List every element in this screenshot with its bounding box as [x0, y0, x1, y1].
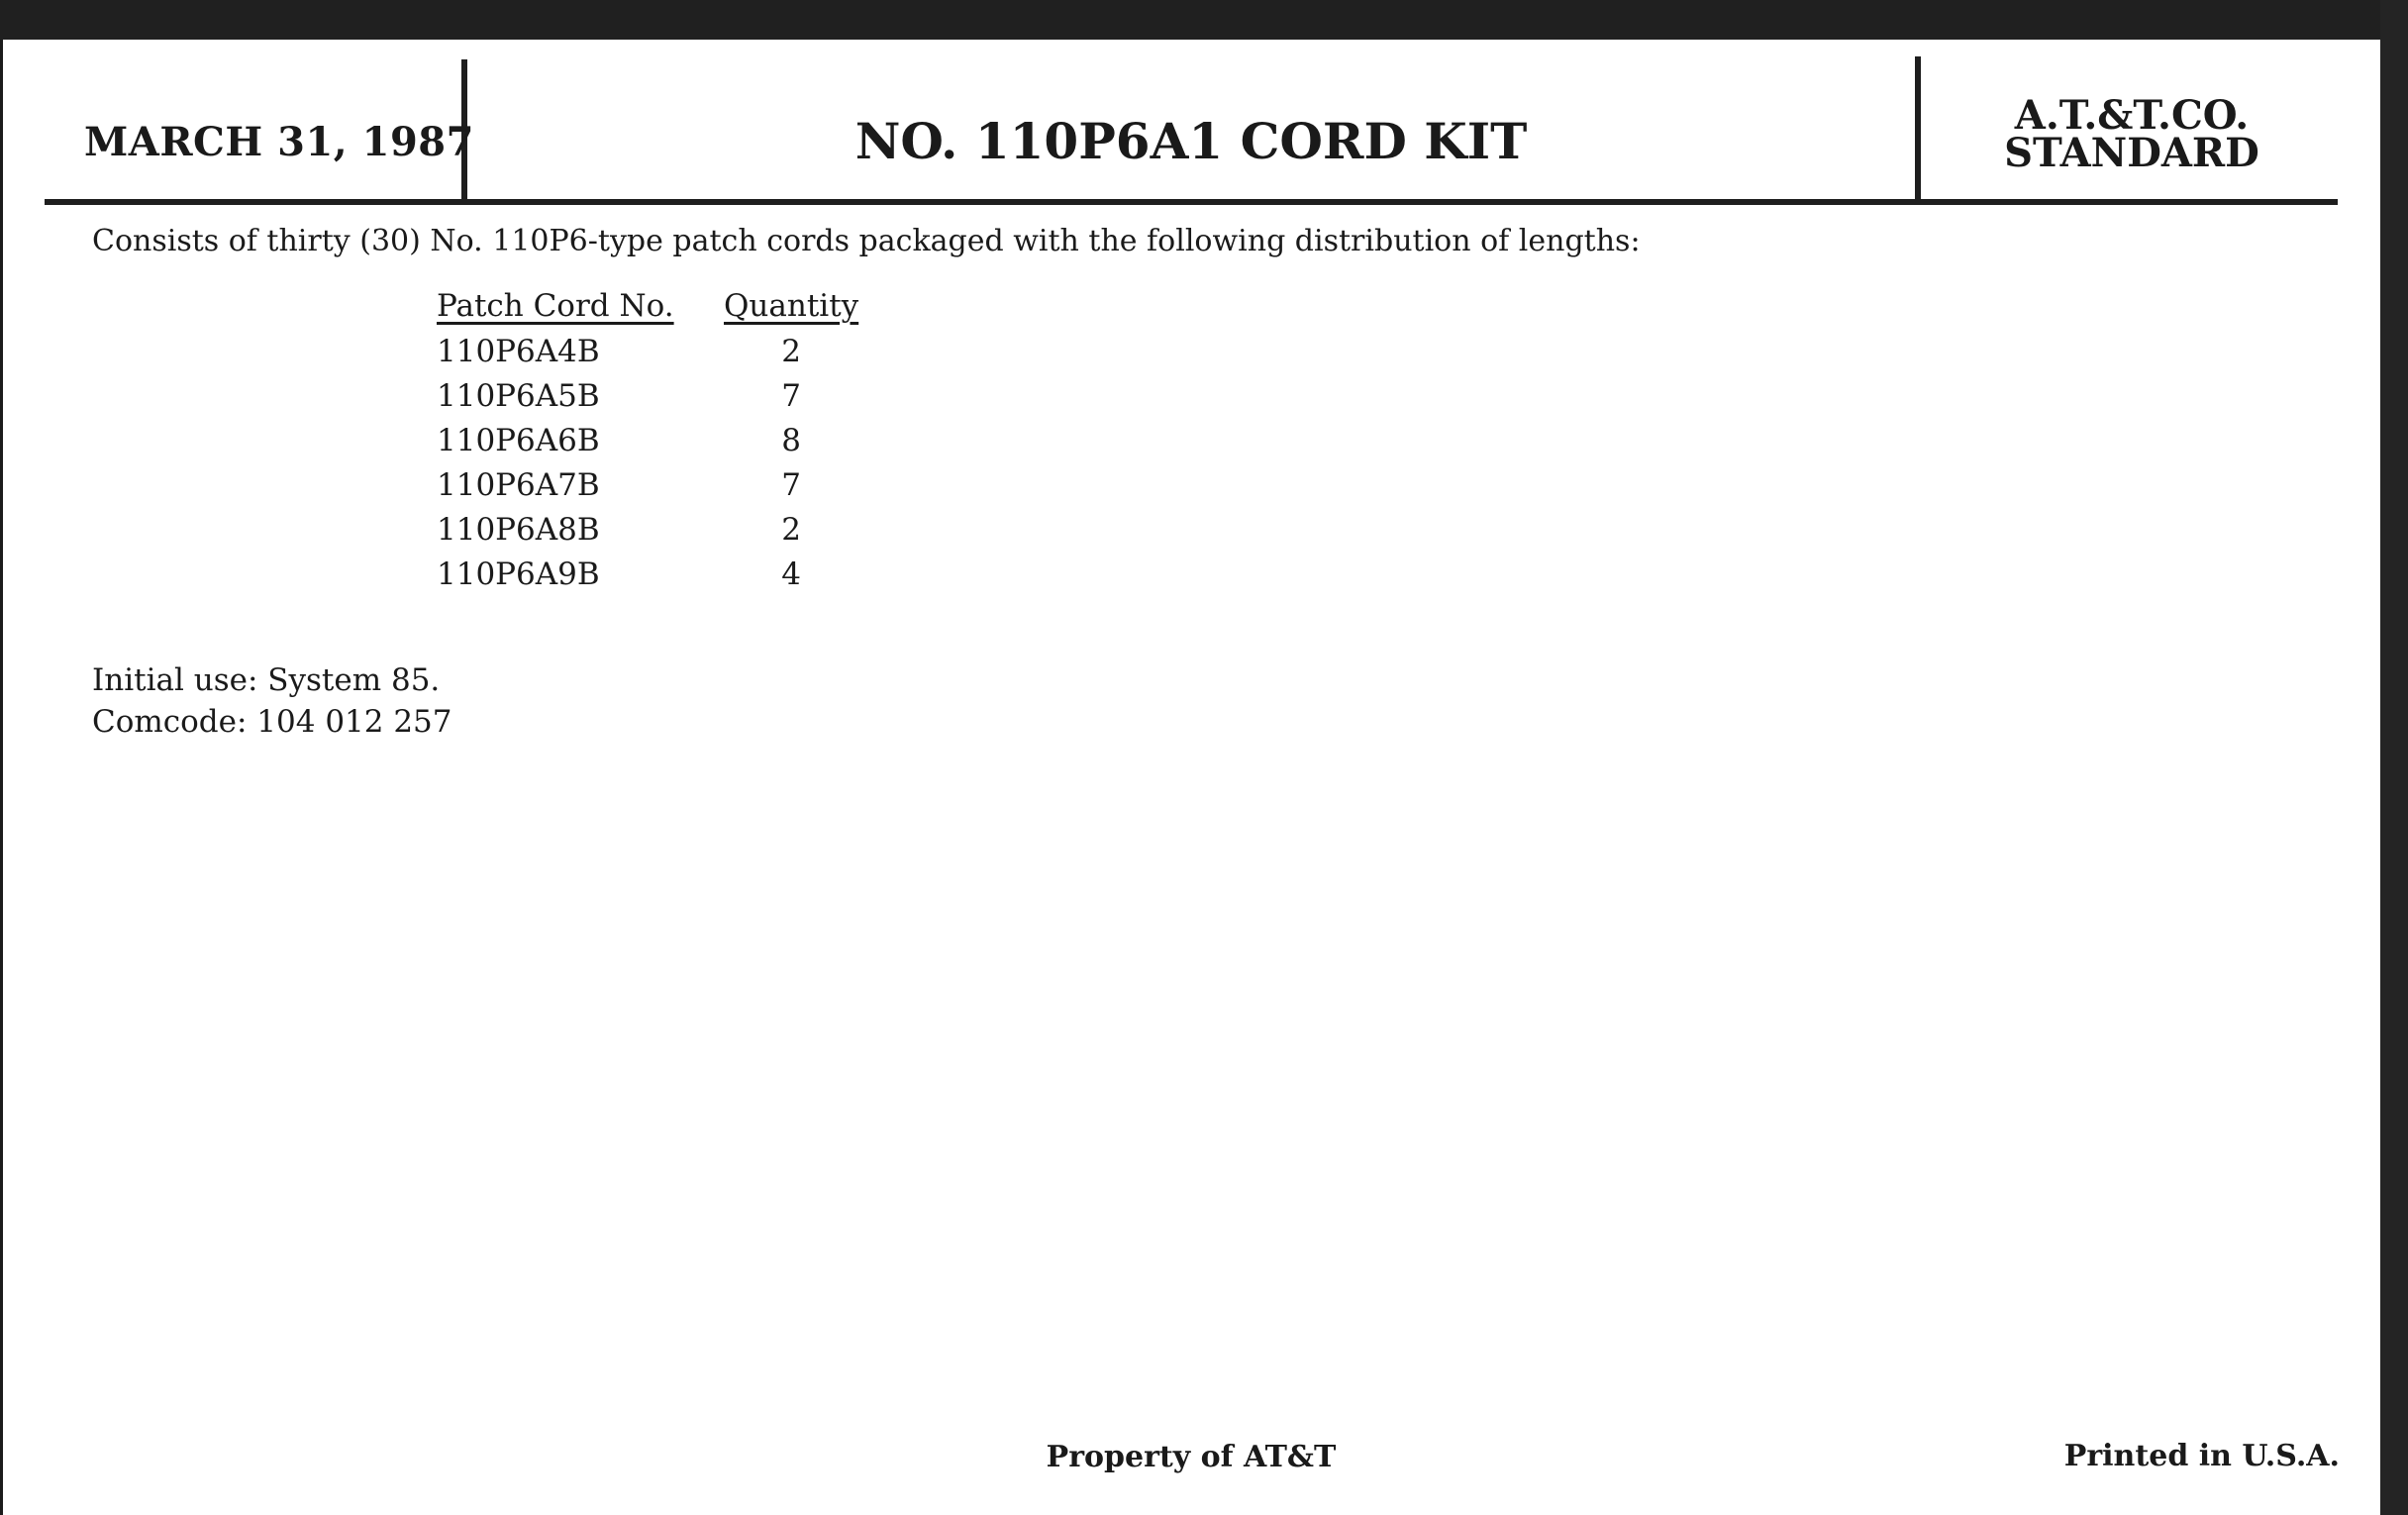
- document-title: NO. 110P6A1 CORD KIT: [854, 112, 1528, 170]
- table-row: [437, 329, 858, 373]
- cord-number: 110P6A7B: [437, 466, 600, 503]
- header-rule: [45, 199, 2338, 205]
- notes-block: [92, 659, 452, 743]
- table-row: [437, 552, 858, 596]
- table-row: [437, 462, 858, 507]
- cord-quantity: 7: [781, 377, 801, 414]
- scan-border-top: [0, 0, 2408, 40]
- cord-quantity: 4: [781, 556, 801, 592]
- comcode-note: Comcode: 104 012 257: [92, 704, 452, 740]
- cord-number: 110P6A5B: [437, 377, 600, 414]
- initial-use-note: Initial use: System 85.: [92, 662, 441, 698]
- table-header-row: [437, 283, 858, 329]
- footer-printed: Printed in U.S.A.: [2063, 1439, 2340, 1473]
- cord-quantity: 7: [781, 466, 801, 503]
- column-header-quantity: Quantity: [724, 288, 859, 324]
- footer-property: Property of AT&T: [1046, 1440, 1337, 1474]
- cord-number: 110P6A9B: [437, 556, 600, 592]
- table-row: [437, 418, 858, 462]
- column-header-patch-cord: Patch Cord No.: [437, 288, 674, 324]
- cord-quantity: 2: [781, 511, 801, 548]
- cord-number: 110P6A6B: [437, 422, 600, 458]
- standard-line-2: STANDARD: [2004, 130, 2259, 176]
- header-divider-right: [1915, 56, 1921, 202]
- cord-number: 110P6A4B: [437, 333, 600, 369]
- standard-line-1: A.T.&T.CO.: [2014, 92, 2250, 139]
- scan-border-right: [2380, 0, 2408, 1515]
- standard-label: [1924, 92, 2340, 176]
- document-date: MARCH 31, 1987: [84, 119, 474, 165]
- cord-quantity: 2: [781, 333, 801, 369]
- patch-cord-table: [437, 283, 858, 596]
- table-row: [437, 373, 858, 418]
- table-row: [437, 507, 858, 552]
- intro-paragraph: Consists of thirty (30) No. 110P6-type patch cords packaged with the following distribution of lengths:: [92, 224, 1641, 258]
- cord-number: 110P6A8B: [437, 511, 600, 548]
- document-page: [3, 40, 2380, 1515]
- cord-quantity: 8: [781, 422, 801, 458]
